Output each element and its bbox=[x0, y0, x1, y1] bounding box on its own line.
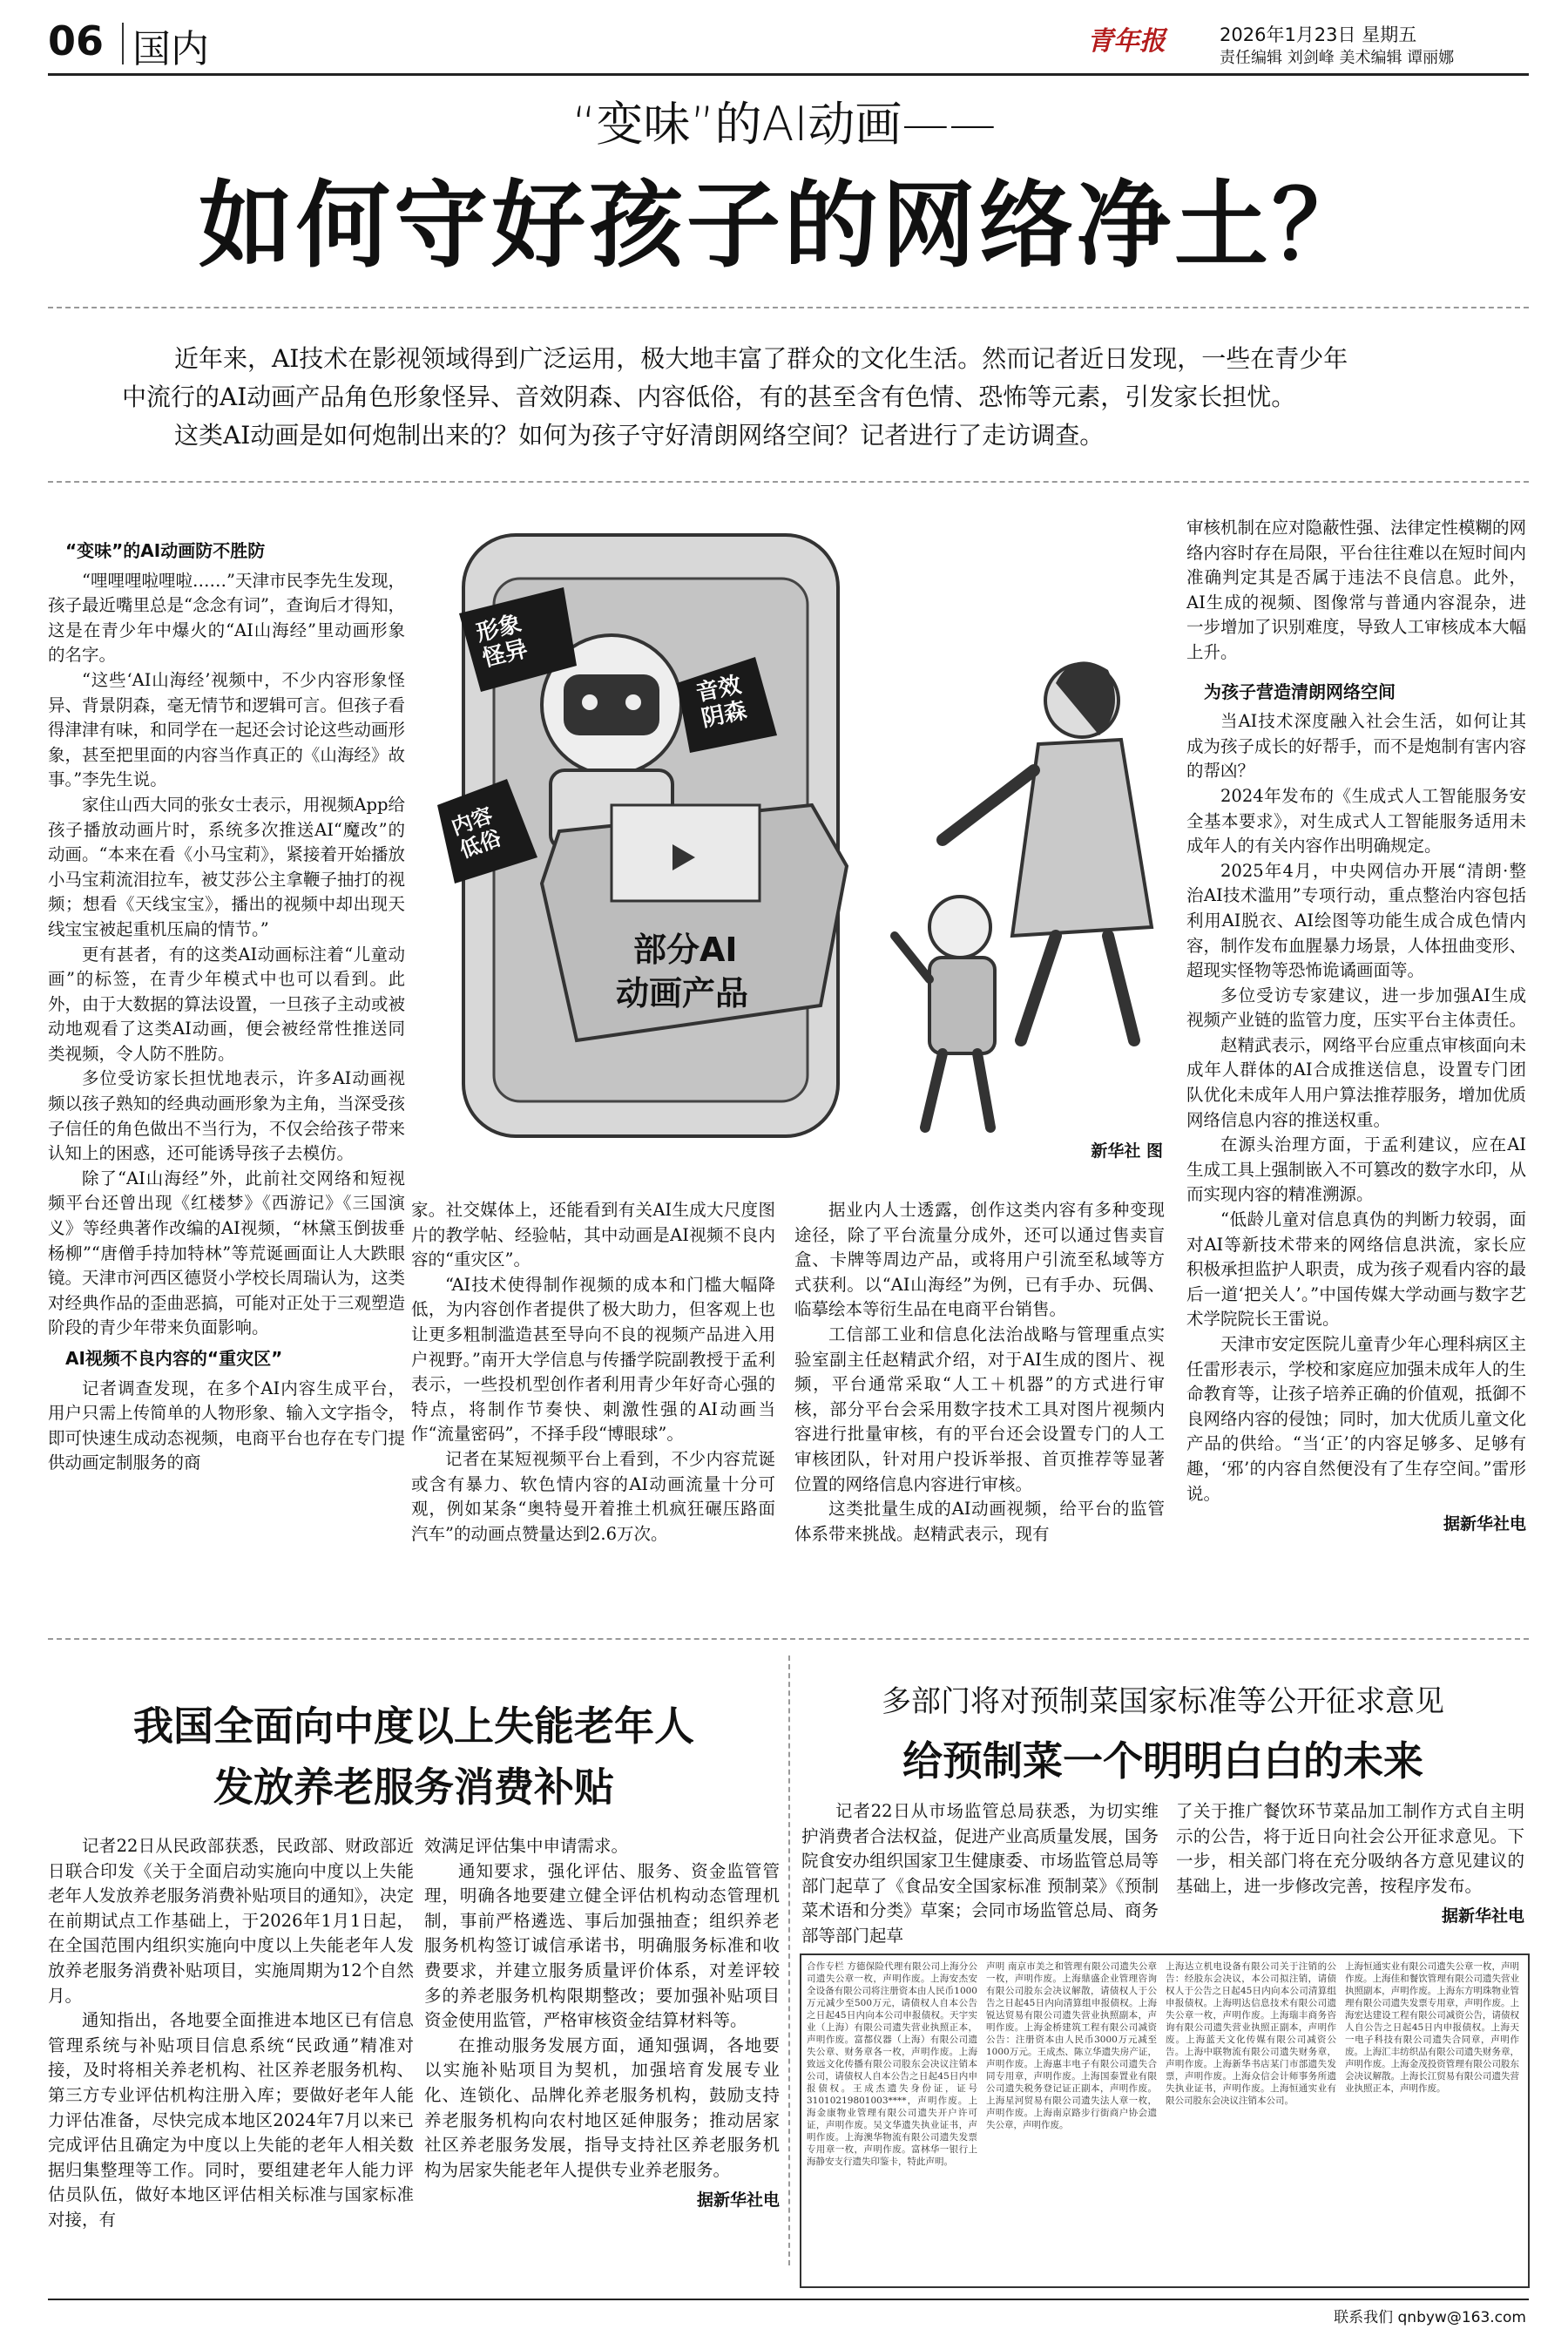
paragraph: 了关于推广餐饮环节菜品加工制作方式自主明示的公告，将于近日向社会公开征求意见。下一步，相关部门将在充分吸纳各方意见建议的基础上，进一步修改完善，按程序发布。 bbox=[1176, 1801, 1524, 1896]
story3-kicker: 多部门将对预制菜国家标准等公开征求意见 bbox=[882, 1684, 1444, 1719]
lead-title: 如何守好孩子的网络净土？ bbox=[198, 172, 1369, 281]
editors-line: 责任编辑 刘剑峰 美术编辑 谭丽娜 bbox=[1220, 49, 1455, 67]
story3-byline: 据新华社电 bbox=[1441, 1906, 1524, 1926]
page-number: 06 bbox=[48, 17, 105, 64]
section-title: 国内 bbox=[132, 27, 209, 71]
story3-title: 给预制菜一个明明白白的未来 bbox=[902, 1737, 1423, 1784]
intro-line-3: 这类AI动画是如何炮制出来的？如何为孩子守好清朗网络空间？记者进行了走访调查。 bbox=[174, 421, 1105, 450]
issue-date: 2026年1月23日 星期五 bbox=[1220, 24, 1417, 45]
illustration-tag-1: 形象怪异 bbox=[473, 610, 531, 673]
paragraph: 工信部工业和信息化法治战略与管理重点实验室副主任赵精武介绍，对于AI生成的图片、视频，平台通常采取“人工＋机器”的方式进行审核，部分平台会采用数字技术工具对图片视频内容进行批量审核，有的平台还会设置专门的人工审核团队，针对用户投诉举报、首页推荐等显著位置的网络信息内容进行审核。 bbox=[794, 1324, 1165, 1494]
child-backpack bbox=[929, 958, 995, 1053]
paragraph: “哩哩哩啦哩啦……”天津市民李先生发现，孩子最近嘴里总是“念念有词”，查询后才得知，这是在青少年中爆火的“AI山海经”里动画形象的名字。 bbox=[48, 570, 405, 666]
intro-top-rule bbox=[48, 307, 1529, 308]
header-rule bbox=[48, 73, 1529, 76]
masthead-logo: 青年报 bbox=[1087, 26, 1166, 57]
intro-line-1: 近年来，AI技术在影视领域得到广泛运用，极大地丰富了群众的文化生活。然而记者近日发现，一些在青少年 bbox=[174, 344, 1348, 373]
story2-title-line2: 发放养老服务消费补贴 bbox=[213, 1764, 614, 1811]
paragraph: 通知指出，各地要全面推进本地区已有信息管理系统与补贴项目信息系统“民政通”精准对接，及时将相关养老机构、社区养老服务机构、第三方专业评估机构注册入库；要做好老年人能力评估准备，尽快完成本地区2024年7月以来已完成评估且确定为中度以上失能的老年人相关数据归集整理等工作。同时，要组建老年人能力评估员队伍，做好本地区评估相关标准与国家标准对接，有 bbox=[48, 2010, 414, 2230]
child-head bbox=[929, 897, 990, 958]
lead-intro bbox=[122, 340, 1463, 455]
paragraph: 2025年4月，中央网信办开展“清朗·整治AI技术滥用”专项行动，重点整治内容包括利用AI脱衣、AI绘图等功能生成合成色情内容，制作发布血腥暴力场景，人体扭曲变形、超现实怪物等恐怖诡谲画面等。 bbox=[1186, 860, 1526, 981]
illustration-box-label-2: 动画产品 bbox=[616, 974, 749, 1012]
paragraph: 当AI技术深度融入社会生活，如何让其成为孩子成长的好帮手，而不是炮制有害内容的帮凶？ bbox=[1186, 711, 1526, 782]
lead-byline: 据新华社电 bbox=[1443, 1514, 1526, 1534]
illustration-tag-2: 音效阴森 bbox=[693, 672, 749, 733]
paragraph: 2024年发布的《生成式人工智能服务安全基本要求》，对生成式人工智能服务适用未成年人的有关内容作出明确规定。 bbox=[1186, 785, 1526, 857]
paragraph: 这类批量生成的AI动画视频，给平台的监管体系带来挑战。赵精武表示，现有 bbox=[794, 1499, 1165, 1544]
notices-column-1: 合作专栏 方德保险代理有限公司上海分公司遗失公章一枚，声明作废。上海安杰安全设备有限公司将注册资本由人民币1000万元减少至500万元，请债权人自本公告之日起45日内向本公司申报债权。天宇实业（上海）有限公司遗失营业执照正本，声明作废。富都仪器（上海）有限公司遗失公章、财务章各一枚，声明作废。上海致远文化传播有限公司股东会决议注销本公司，请债权人自本公告之日起45日内申报债权。王成杰遗失身份证，证号31010219801003****，声明作废。上海金康物业管理有限公司遗失开户许可证，声明作废。吴文华遗失执业证书，声明作废。上海澳华物流有限公司遗失发票专用章一枚，声明作废。富林华一银行上海静安支行遗失印鉴卡，特此声明。 bbox=[807, 1961, 977, 2167]
paragraph: 在推动服务发展方面，通知强调，各地要以实施补贴项目为契机，加强培育发展专业化、连锁化、品牌化养老服务机构，鼓励支持养老服务机构向农村地区延伸服务；推动居家社区养老服务发展，指导支持社区养老服务机构为居家失能老年人提供专业养老服务。 bbox=[424, 2035, 780, 2180]
lead-column-3 bbox=[794, 1198, 1165, 1599]
footer-rule bbox=[48, 2299, 1529, 2300]
lead-column-1 bbox=[48, 533, 405, 1605]
illustration bbox=[411, 518, 1173, 1175]
paragraph: 在源头治理方面，于孟利建议，应在AI生成工具上强制嵌入不可篡改的数字水印，从而实现内容的精准溯源。 bbox=[1186, 1134, 1526, 1205]
lead-kicker: “变味”的AI动画—— bbox=[571, 97, 997, 152]
lead-column-4 bbox=[1186, 516, 1526, 1614]
header-divider bbox=[122, 23, 124, 64]
paragraph: 天津市安定医院儿童青少年心理科病区主任雷形表示，学校和家庭应加强未成年人的生命教育等，让孩子培养正确的价值观，抵御不良网络内容的侵蚀；同时，加大优质儿童文化产品的供给。“当‘正’的内容足够多、足够有趣，‘邪’的内容自然便没有了生存空间。”雷形说。 bbox=[1186, 1334, 1526, 1504]
paragraph: 多位受访专家建议，进一步加强AI生成视频产业链的监管力度，压实平台主体责任。 bbox=[1186, 985, 1526, 1031]
paragraph: 更有甚者，有的这类AI动画标注着“儿童动画”的标签，在青少年模式中也可以看到。此外，由于大数据的算法设置，一旦孩子主动或被动地观看了这类AI动画，便会被经常性推送同类视频，令人防不胜防。 bbox=[48, 944, 405, 1064]
notices-column-3: 上海达立机电设备有限公司关于注销的公告：经股东会决议，本公司拟注销，请债权人于公告之日起45日内向本公司清算组申报债权。上海明达信息技术有限公司遗失公章一枚，声明作废。上海瑞丰商务咨询有限公司遗失营业执照正副本，声明作废。上海蓝天文化传媒有限公司减资公告。上海中联物流有限公司遗失财务章，声明作废。上海新华书店某门市部遗失发票，声明作废。上海众信会计师事务所遗失执业证书，声明作废。上海恒通实业有限公司股东会决议注销本公司。 bbox=[1166, 1961, 1336, 2106]
illustration-box-label-1: 部分AI bbox=[633, 931, 738, 969]
subhead-2: AI视频不良内容的“重灾区” bbox=[65, 1348, 283, 1369]
story2-column-2 bbox=[424, 1834, 780, 2287]
notices-column-4: 上海恒通实业有限公司遗失公章一枚，声明作废。上海佳和餐饮管理有限公司遗失营业执照副本，声明作废。上海东方明珠物业管理有限公司遗失发票专用章，声明作废。上海宏达建设工程有限公司减资公告，请债权人自公告之日起45日内申报债权。上海天一电子科技有限公司遗失合同章，声明作废。上海汇丰纺织品有限公司遗失财务章，声明作废。上海金茂投资管理有限公司股东会决议解散。上海长江贸易有限公司遗失营业执照正本，声明作废。 bbox=[1345, 1961, 1519, 2094]
paragraph: 多位受访家长担忧地表示，许多AI动画视频以孩子熟知的经典动画形象为主角，当深受孩子信任的角色做出不当行为，不仅会给孩子带来认知上的困惑，还可能诱导孩子去模仿。 bbox=[48, 1068, 405, 1164]
paragraph: “这些‘AI山海经’视频中，不少内容形象怪异、背景阴森，毫无情节和逻辑可言。但孩子看得津津有味，和同学在一起还会讨论这些动画形象，甚至把里面的内容当作真正的《山海经》故事。”李先生说。 bbox=[48, 669, 405, 790]
robot-eye bbox=[582, 694, 598, 710]
section-divider bbox=[48, 1638, 1529, 1640]
paragraph: 除了“AI山海经”外，此前社交网络和短视频平台还曾出现《红楼梦》《西游记》《三国演义》等经典著作改编的AI视频，“林黛玉倒拔垂杨柳”“唐僧手持加特林”等荒诞画面让人大跌眼镜。天津市河西区德贤小学校长周瑞认为，这类对经典作品的歪曲恶搞，可能对正处于三观塑造阶段的青少年带来负面影响。 bbox=[48, 1168, 405, 1338]
story3-column-1 bbox=[801, 1799, 1159, 1947]
paragraph: 记者调查发现，在多个AI内容生成平台，用户只需上传简单的人物形象、输入文字指令，即可快速生成动态视频，电商平台也存在专门提供动画定制服务的商 bbox=[48, 1378, 405, 1473]
paragraph: 家住山西大同的张女士表示，用视频App给孩子播放动画片时，系统多次推送AI“魔改”的动画。“本来在看《小马宝莉》，紧接着开始播放小马宝莉流泪拉车，被艾莎公主拿鞭子抽打的视频；想看《天线宝宝》，播出的视频中却出现天线宝宝被起重机压扁的情节。” bbox=[48, 794, 405, 939]
paragraph: 审核机制在应对隐蔽性强、法律定性模糊的网络内容时存在局限，平台往往难以在短时间内准确判定其是否属于违法不良信息。此外，AI生成的视频、图像常与普通内容混杂，进一步增加了识别难度，导致人工审核成本大幅上升。 bbox=[1186, 518, 1526, 662]
paragraph: 据业内人士透露，创作这类内容有多种变现途径，除了平台流量分成外，还可以通过售卖盲盒、卡牌等周边产品，或将用户引流至私域等方式获利。以“AI山海经”为例，已有手办、玩偶、临摹绘本等衍生品在电商平台销售。 bbox=[794, 1200, 1165, 1320]
paragraph: “低龄儿童对信息真伪的判断力较弱，面对AI等新技术带来的网络信息洪流，家长应积极承担监护人职责，成为孩子观看内容的最后一道‘把关人’。”中国传媒大学动画与数字艺术学院院长王雷说。 bbox=[1186, 1209, 1526, 1330]
lead-column-2 bbox=[411, 1198, 775, 1599]
footer-contact: 联系我们 qnbyw@163.com bbox=[1334, 2309, 1526, 2326]
story2-title-line1: 我国全面向中度以上失能老年人 bbox=[133, 1703, 694, 1750]
intro-line-2: 中流行的AI动画产品角色形象怪异、音效阴森、内容低俗，有的甚至含有色情、恐怖等元素，引发家长担忧。 bbox=[122, 383, 1296, 411]
robot-visor bbox=[564, 674, 659, 735]
story2-column-1 bbox=[48, 1834, 414, 2287]
illustration-tag-3: 内容低俗 bbox=[448, 802, 504, 863]
paragraph: 记者在某短视频平台上看到，不少内容荒诞或含有暴力、软色情内容的AI动画流量十分可观，例如某条“奥特曼开着推土机疯狂碾压路面汽车”的动画点赞量达到2.6万次。 bbox=[411, 1448, 775, 1544]
intro-bottom-rule bbox=[48, 481, 1529, 483]
illustration-credit: 新华社 图 bbox=[1091, 1141, 1163, 1161]
vertical-divider bbox=[788, 1656, 790, 2265]
story2-byline: 据新华社电 bbox=[696, 2190, 780, 2211]
paragraph: 记者22日从市场监管总局获悉，为切实维护消费者合法权益，促进产业高质量发展，国务院食安办组织国家卫生健康委、市场监管总局等部门起草了《食品安全国家标准 预制菜》《预制菜术语和分类》草案；会同市场监管总局、商务部等部门起草 bbox=[801, 1801, 1159, 1946]
subhead-1: “变味”的AI动画防不胜防 bbox=[65, 540, 266, 561]
paragraph: 记者22日从民政部获悉，民政部、财政部近日联合印发《关于全面启动实施向中度以上失能老年人发放养老服务消费补贴项目的通知》，决定在前期试点工作基础上，于2026年1月1日起，在全国范围内组织实施向中度以上失能老年人发放养老服务消费补贴项目，实施周期为12个自然月。 bbox=[48, 1836, 414, 2006]
paragraph: 通知要求，强化评估、服务、资金监管管理，明确各地要建立健全评估机构动态管理机制，事前严格遴选、事后加强抽查；组织养老服务机构签订诚信承诺书，明确服务标准和收费要求，并建立服务质量评价体系，对差评较多的养老服务机构限期整改；要加强补贴项目资金使用监管，严格审核资金结算材料等。 bbox=[424, 1860, 780, 2031]
story3-column-2 bbox=[1176, 1799, 1524, 1947]
paragraph: 效满足评估集中申请需求。 bbox=[424, 1836, 629, 1856]
subhead-3: 为孩子营造清朗网络空间 bbox=[1204, 680, 1396, 702]
robot-eye bbox=[625, 694, 641, 710]
paragraph: “AI技术使得制作视频的成本和门槛大幅降低，为内容创作者提供了极大助力，但客观上也让更多粗制滥造甚至导向不良的视频产品进入用户视野。”南开大学信息与传播学院副教授于孟利表示，一些投机型创作者利用青少年好奇心强的特点，将制作节奏快、刺激性强的AI动画当作“流量密码”，不择手段“博眼球”。 bbox=[411, 1274, 775, 1445]
paragraph: 赵精武表示，网络平台应重点审核面向未成年人群体的AI合成推送信息，设置专门团队优化未成年人用户算法推荐服务，增加优质网络信息内容的推送权重。 bbox=[1186, 1034, 1526, 1130]
paragraph: 家。社交媒体上，还能看到有关AI生成大尺度图片的教学帖、经验帖，其中动画是AI视频不良内容的“重灾区”。 bbox=[411, 1200, 775, 1270]
notices-column-2: 声明 南京市美之和管理有限公司遗失公章一枚，声明作废。上海鼎盛企业管理咨询有限公司股东会决议解散，请债权人于公告之日起45日内向清算组申报债权。上海锐达贸易有限公司遗失营业执照副本，声明作废。上海金桥建筑工程有限公司减资公告：注册资本由人民币3000万元减至1000万元。王成杰、陈立华遗失房产证，声明作废。上海惠丰电子有限公司遗失合同专用章，声明作废。上海国泰置业有限公司遗失税务登记证正副本，声明作废。上海星河贸易有限公司遗失法人章一枚，声明作废。上海南京路步行街商户协会遗失公章，声明作废。 bbox=[986, 1961, 1157, 2130]
